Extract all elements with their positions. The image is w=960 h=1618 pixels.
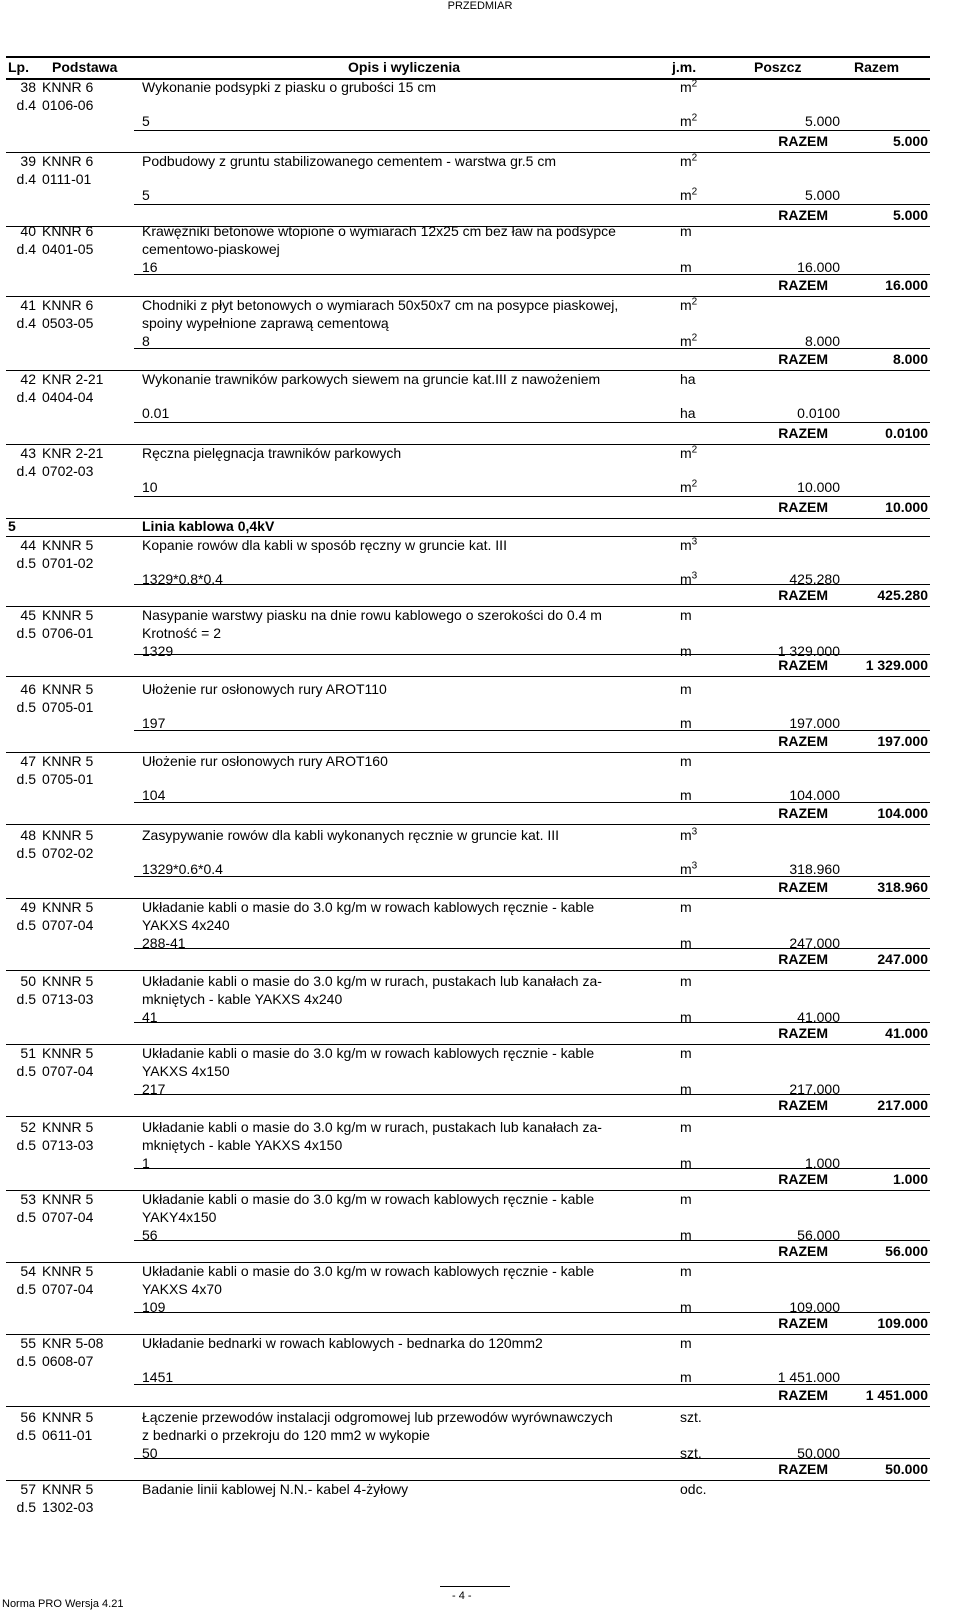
entry-total-value: 56.000 bbox=[885, 1243, 928, 1259]
entry-total-label: RAZEM bbox=[778, 1387, 828, 1403]
position-entry bbox=[6, 606, 930, 677]
entry-description: Układanie kabli o masie do 3.0 kg/m w rowach kablowych ręcznie - kable bbox=[142, 899, 595, 915]
entry-total-label: RAZEM bbox=[778, 207, 828, 223]
entry-catalog: KNR 5-08 bbox=[42, 1335, 104, 1351]
position-entry bbox=[6, 1190, 930, 1263]
entry-lp: 45 bbox=[20, 607, 36, 623]
entry-lp: 49 bbox=[20, 899, 36, 915]
entry-unit: $m^3$ bbox=[680, 536, 698, 553]
entry-code: 0701-02 bbox=[42, 555, 94, 571]
entry-code: 0705-01 bbox=[42, 699, 94, 715]
entry-lp: 38 bbox=[20, 79, 36, 95]
entry-total-label: RAZEM bbox=[778, 657, 828, 673]
entry-description: Podbudowy z gruntu stabilizowanego cementem - warstwa gr.5 cm bbox=[142, 153, 556, 169]
entry-lp: 54 bbox=[20, 1263, 36, 1279]
entry-quantity-value: 41.000 bbox=[797, 1009, 840, 1025]
entry-quantity-value: 247.000 bbox=[789, 935, 840, 951]
entry-quantity-value: 217.000 bbox=[789, 1081, 840, 1097]
entry-expression: 56 bbox=[142, 1227, 158, 1243]
entry-quantity-value: 109.000 bbox=[789, 1299, 840, 1315]
entry-lp: 47 bbox=[20, 753, 36, 769]
entry-lp: 57 bbox=[20, 1481, 36, 1497]
entry-unit: odc. bbox=[680, 1481, 707, 1497]
total-separator bbox=[134, 130, 930, 131]
header-poszcz: Poszcz bbox=[754, 59, 802, 75]
entry-description-cont: Krotność = 2 bbox=[142, 625, 221, 641]
entry-quantity-value: 425.280 bbox=[789, 571, 840, 587]
entry-code: 0707-04 bbox=[42, 1209, 94, 1225]
total-separator bbox=[134, 584, 930, 585]
entry-unit: szt. bbox=[680, 1409, 702, 1425]
entry-d: d.5 bbox=[16, 1281, 36, 1297]
entry-code: 0702-03 bbox=[42, 463, 94, 479]
entry-total-value: 41.000 bbox=[885, 1025, 928, 1041]
entry-catalog: KNR 2-21 bbox=[42, 371, 104, 387]
header-lp: Lp. bbox=[8, 59, 29, 75]
entry-d: d.5 bbox=[16, 625, 36, 641]
entry-catalog: KNNR 5 bbox=[42, 1263, 94, 1279]
entry-total-value: 10.000 bbox=[885, 499, 928, 515]
entry-d: d.5 bbox=[16, 1353, 36, 1369]
entry-description: Układanie kabli o masie do 3.0 kg/m w rowach kablowych ręcznie - kable bbox=[142, 1191, 595, 1207]
entry-d: d.4 bbox=[16, 315, 36, 331]
entry-d: d.4 bbox=[16, 463, 36, 479]
entry-description-cont: mkniętych - kable YAKXS 4x240 bbox=[142, 991, 343, 1007]
entry-description-cont: YAKY4x150 bbox=[142, 1209, 217, 1225]
entry-description-cont: spoiny wypełnione zaprawą cementową bbox=[142, 315, 389, 331]
total-separator bbox=[134, 274, 930, 275]
entry-quantity-unit: m bbox=[680, 935, 692, 951]
entry-code: 0713-03 bbox=[42, 991, 94, 1007]
entry-quantity-unit: m bbox=[680, 787, 692, 803]
entry-expression: 0.01 bbox=[142, 405, 170, 421]
entry-quantity-unit: $m^3$ bbox=[680, 570, 698, 587]
entry-description: Krawężniki betonowe wtopione o wymiarach 12x25 cm bez ław na podsypce bbox=[142, 223, 616, 239]
entry-description: Ułożenie rur osłonowych rury AROT110 bbox=[142, 681, 387, 697]
entry-description: Układanie kabli o masie do 3.0 kg/m w rurach, pustakach lub kanałach za- bbox=[142, 973, 602, 989]
entry-quantity-value: 1 329.000 bbox=[777, 643, 840, 659]
entry-code: 1302-03 bbox=[42, 1499, 94, 1515]
entry-code: 0404-04 bbox=[42, 389, 94, 405]
entry-total-label: RAZEM bbox=[778, 879, 828, 895]
position-entry bbox=[6, 1044, 930, 1117]
entry-total-label: RAZEM bbox=[778, 1243, 828, 1259]
entry-unit: m bbox=[680, 223, 692, 239]
entry-total-label: RAZEM bbox=[778, 733, 828, 749]
entry-expression: 1329*0.8*0.4 bbox=[142, 571, 223, 587]
entry-description: Ręczna pielęgnacja trawników parkowych bbox=[142, 445, 402, 461]
position-entry bbox=[6, 898, 930, 971]
entry-unit: m bbox=[680, 1045, 692, 1061]
section-number: 5 bbox=[8, 518, 16, 534]
entry-lp: 46 bbox=[20, 681, 36, 697]
entry-quantity-value: 318.960 bbox=[789, 861, 840, 877]
total-separator bbox=[134, 1022, 930, 1023]
position-entry bbox=[6, 1262, 930, 1335]
entry-lp: 55 bbox=[20, 1335, 36, 1351]
entry-quantity-unit: m bbox=[680, 715, 692, 731]
entry-quantity-value: 56.000 bbox=[797, 1227, 840, 1243]
entry-total-value: 5.000 bbox=[892, 133, 928, 149]
position-entry bbox=[6, 296, 930, 371]
entry-unit: m bbox=[680, 1335, 692, 1351]
entry-quantity-value: 104.000 bbox=[789, 787, 840, 803]
entry-lp: 50 bbox=[20, 973, 36, 989]
entry-total-label: RAZEM bbox=[778, 499, 828, 515]
entry-description: Układanie kabli o masie do 3.0 kg/m w rowach kablowych ręcznie - kable bbox=[142, 1263, 595, 1279]
entry-d: d.5 bbox=[16, 555, 36, 571]
entry-total-label: RAZEM bbox=[778, 1461, 828, 1477]
entry-d: d.5 bbox=[16, 1427, 36, 1443]
entry-unit: $m^2$ bbox=[680, 296, 698, 313]
entry-description: Badanie linii kablowej N.N.- kabel 4-żyłowy bbox=[142, 1481, 409, 1497]
entry-unit: m bbox=[680, 1263, 692, 1279]
entry-quantity-value: 0.0100 bbox=[797, 405, 840, 421]
position-entry bbox=[6, 752, 930, 825]
entry-total-value: 247.000 bbox=[877, 951, 928, 967]
position-entry bbox=[6, 222, 930, 297]
entry-d: d.5 bbox=[16, 1499, 36, 1515]
entry-quantity-value: 5.000 bbox=[804, 113, 840, 129]
entry-quantity-unit: ha bbox=[680, 405, 696, 421]
entry-d: d.5 bbox=[16, 991, 36, 1007]
position-entry bbox=[6, 444, 930, 519]
entry-expression: 217 bbox=[142, 1081, 166, 1097]
footer-divider bbox=[440, 1586, 510, 1587]
entry-unit: $m^2$ bbox=[680, 152, 698, 169]
total-separator bbox=[134, 1458, 930, 1459]
entry-total-value: 1.000 bbox=[892, 1171, 928, 1187]
total-separator bbox=[134, 204, 930, 205]
entry-code: 0707-04 bbox=[42, 917, 94, 933]
entry-quantity-unit: $m^2$ bbox=[680, 478, 698, 495]
entry-d: d.4 bbox=[16, 171, 36, 187]
entry-d: d.5 bbox=[16, 917, 36, 933]
entry-code: 0705-01 bbox=[42, 771, 94, 787]
entry-total-value: 50.000 bbox=[885, 1461, 928, 1477]
header-jm: j.m. bbox=[672, 59, 697, 75]
page-title: PRZEDMIAR bbox=[447, 0, 513, 12]
entry-catalog: KNNR 5 bbox=[42, 1409, 94, 1425]
header-opis: Opis i wyliczenia bbox=[348, 59, 461, 75]
entry-lp: 52 bbox=[20, 1119, 36, 1135]
entry-d: d.5 bbox=[16, 1209, 36, 1225]
entry-unit: m bbox=[680, 899, 692, 915]
entry-catalog: KNNR 6 bbox=[42, 223, 94, 239]
entry-code: 0608-07 bbox=[42, 1353, 94, 1369]
entry-lp: 44 bbox=[20, 537, 36, 553]
entry-quantity-unit: m bbox=[680, 259, 692, 275]
entry-total-value: 16.000 bbox=[885, 277, 928, 293]
section-title: Linia kablowa 0,4kV bbox=[142, 518, 275, 534]
entry-quantity-unit: m bbox=[680, 1009, 692, 1025]
entry-total-label: RAZEM bbox=[778, 133, 828, 149]
entry-total-value: 425.280 bbox=[877, 587, 928, 603]
entry-description-cont: cementowo-piaskowej bbox=[142, 241, 280, 257]
entry-unit: m bbox=[680, 1119, 692, 1135]
entry-d: d.5 bbox=[16, 771, 36, 787]
entry-code: 0401-05 bbox=[42, 241, 94, 257]
entry-catalog: KNNR 5 bbox=[42, 1119, 94, 1135]
entry-lp: 56 bbox=[20, 1409, 36, 1425]
total-separator bbox=[134, 1094, 930, 1095]
entry-quantity-unit: m bbox=[680, 1227, 692, 1243]
entry-quantity-unit: m bbox=[680, 1155, 692, 1171]
entry-total-value: 217.000 bbox=[877, 1097, 928, 1113]
entry-total-value: 5.000 bbox=[892, 207, 928, 223]
entry-total-label: RAZEM bbox=[778, 425, 828, 441]
entry-expression: 50 bbox=[142, 1445, 158, 1461]
entry-catalog: KNR 2-21 bbox=[42, 445, 104, 461]
entry-description-cont: YAKXS 4x150 bbox=[142, 1063, 230, 1079]
entry-total-value: 104.000 bbox=[877, 805, 928, 821]
entry-d: d.4 bbox=[16, 241, 36, 257]
entry-total-value: 1 451.000 bbox=[865, 1387, 928, 1403]
entry-quantity-value: 10.000 bbox=[797, 479, 840, 495]
position-entry bbox=[6, 536, 930, 607]
entry-description: Układanie kabli o masie do 3.0 kg/m w rowach kablowych ręcznie - kable bbox=[142, 1045, 595, 1061]
entry-total-label: RAZEM bbox=[778, 951, 828, 967]
entry-total-label: RAZEM bbox=[778, 587, 828, 603]
entry-quantity-unit: szt. bbox=[680, 1445, 702, 1461]
entry-unit: m bbox=[680, 681, 692, 697]
entry-catalog: KNNR 6 bbox=[42, 153, 94, 169]
entry-quantity-value: 5.000 bbox=[804, 187, 840, 203]
entry-unit: m bbox=[680, 1191, 692, 1207]
total-separator bbox=[134, 496, 930, 497]
entry-quantity-value: 1.000 bbox=[804, 1155, 840, 1171]
entry-description: Chodniki z płyt betonowych o wymiarach 50x50x7 cm na posypce piaskowej, bbox=[142, 297, 619, 313]
total-separator bbox=[134, 422, 930, 423]
entry-unit: $m^2$ bbox=[680, 78, 698, 95]
entry-quantity-unit: $m^2$ bbox=[680, 112, 698, 129]
entry-code: 0713-03 bbox=[42, 1137, 94, 1153]
entry-lp: 40 bbox=[20, 223, 36, 239]
entry-expression: 1329 bbox=[142, 643, 174, 659]
entry-expression: 197 bbox=[142, 715, 166, 731]
total-separator bbox=[134, 876, 930, 877]
position-entry bbox=[6, 1408, 930, 1481]
header-podstawa: Podstawa bbox=[52, 59, 118, 75]
entry-unit: m bbox=[680, 973, 692, 989]
section-header bbox=[6, 518, 930, 537]
entry-description-cont: z bednarki o przekroju do 120 mm2 w wykopie bbox=[142, 1427, 430, 1443]
entry-quantity-value: 1 451.000 bbox=[777, 1369, 840, 1385]
entry-d: d.5 bbox=[16, 1137, 36, 1153]
entry-total-label: RAZEM bbox=[778, 1025, 828, 1041]
table-header bbox=[6, 56, 930, 80]
entry-expression: 5 bbox=[142, 113, 150, 129]
entry-catalog: KNNR 6 bbox=[42, 79, 94, 95]
entry-lp: 53 bbox=[20, 1191, 36, 1207]
entry-expression: 10 bbox=[142, 479, 158, 495]
entry-unit: $m^3$ bbox=[680, 826, 698, 843]
entry-description: Kopanie rowów dla kabli w sposób ręczny w gruncie kat. III bbox=[142, 537, 507, 553]
software-version: Norma PRO Wersja 4.21 bbox=[2, 1598, 124, 1610]
entry-lp: 43 bbox=[20, 445, 36, 461]
position-entry bbox=[6, 78, 930, 153]
entry-catalog: KNNR 5 bbox=[42, 607, 94, 623]
entry-d: d.5 bbox=[16, 699, 36, 715]
entry-quantity-unit: m bbox=[680, 1081, 692, 1097]
position-entry bbox=[6, 972, 930, 1045]
entry-catalog: KNNR 5 bbox=[42, 1045, 94, 1061]
entry-lp: 48 bbox=[20, 827, 36, 843]
entry-total-label: RAZEM bbox=[778, 1315, 828, 1331]
entry-quantity-unit: m bbox=[680, 1369, 692, 1385]
entry-total-value: 197.000 bbox=[877, 733, 928, 749]
entry-code: 0503-05 bbox=[42, 315, 94, 331]
entry-total-label: RAZEM bbox=[778, 1171, 828, 1187]
position-entry bbox=[6, 152, 930, 227]
total-separator bbox=[134, 1240, 930, 1241]
entry-expression: 16 bbox=[142, 259, 158, 275]
entry-description: Układanie kabli o masie do 3.0 kg/m w rurach, pustakach lub kanałach za- bbox=[142, 1119, 602, 1135]
position-entry bbox=[6, 680, 930, 753]
entry-total-label: RAZEM bbox=[778, 277, 828, 293]
entry-lp: 42 bbox=[20, 371, 36, 387]
entry-quantity-value: 197.000 bbox=[789, 715, 840, 731]
entry-total-label: RAZEM bbox=[778, 805, 828, 821]
entry-description: Nasypanie warstwy piasku na dnie rowu kablowego o szerokości do 0.4 m bbox=[142, 607, 602, 623]
page-number: - 4 - bbox=[452, 1590, 472, 1602]
entry-code: 0706-01 bbox=[42, 625, 94, 641]
entry-unit: $m^2$ bbox=[680, 444, 698, 461]
entry-lp: 51 bbox=[20, 1045, 36, 1061]
entry-d: d.5 bbox=[16, 845, 36, 861]
total-separator bbox=[134, 948, 930, 949]
entry-total-value: 8.000 bbox=[892, 351, 928, 367]
entry-code: 0111-01 bbox=[42, 171, 92, 187]
entry-quantity-unit: $m^2$ bbox=[680, 332, 698, 349]
entry-expression: 109 bbox=[142, 1299, 166, 1315]
entry-expression: 1 bbox=[142, 1155, 150, 1171]
entry-expression: 104 bbox=[142, 787, 166, 803]
entry-description: Zasypywanie rowów dla kabli wykonanych ręcznie w gruncie kat. III bbox=[142, 827, 560, 843]
entry-total-label: RAZEM bbox=[778, 351, 828, 367]
entry-description: Wykonanie podsypki z piasku o grubości 15 cm bbox=[142, 79, 437, 95]
entry-expression: 288-41 bbox=[142, 935, 186, 951]
entry-d: d.4 bbox=[16, 97, 36, 113]
entry-description-cont: YAKXS 4x70 bbox=[142, 1281, 222, 1297]
entry-lp: 39 bbox=[20, 153, 36, 169]
entry-quantity-unit: $m^3$ bbox=[680, 860, 698, 877]
entry-catalog: KNNR 5 bbox=[42, 753, 94, 769]
position-entry bbox=[6, 1334, 930, 1407]
entry-catalog: KNNR 5 bbox=[42, 899, 94, 915]
entry-catalog: KNNR 5 bbox=[42, 973, 94, 989]
entry-expression: 5 bbox=[142, 187, 150, 203]
entry-description: Ułożenie rur osłonowych rury AROT160 bbox=[142, 753, 388, 769]
entry-code: 0106-06 bbox=[42, 97, 94, 113]
entry-catalog: KNNR 5 bbox=[42, 537, 94, 553]
entry-quantity-unit: m bbox=[680, 643, 692, 659]
entry-total-label: RAZEM bbox=[778, 1097, 828, 1113]
header-razem: Razem bbox=[854, 59, 900, 75]
total-separator bbox=[134, 1168, 930, 1169]
entry-description-cont: mkniętych - kable YAKXS 4x150 bbox=[142, 1137, 343, 1153]
entry-d: d.4 bbox=[16, 389, 36, 405]
entry-description: Układanie bednarki w rowach kablowych - bednarka do 120mm2 bbox=[142, 1335, 543, 1351]
entry-total-value: 0.0100 bbox=[885, 425, 928, 441]
position-entry bbox=[6, 1480, 930, 1528]
total-separator bbox=[134, 802, 930, 803]
entry-expression: 1329*0.6*0.4 bbox=[142, 861, 223, 877]
entry-d: d.5 bbox=[16, 1063, 36, 1079]
entry-quantity-value: 50.000 bbox=[797, 1445, 840, 1461]
entry-quantity-value: 16.000 bbox=[797, 259, 840, 275]
position-entry bbox=[6, 826, 930, 899]
position-entry bbox=[6, 1118, 930, 1191]
total-separator bbox=[134, 730, 930, 731]
entry-expression: 41 bbox=[142, 1009, 158, 1025]
entry-catalog: KNNR 5 bbox=[42, 1191, 94, 1207]
entry-total-value: 1 329.000 bbox=[865, 657, 928, 673]
entry-unit: ha bbox=[680, 371, 696, 387]
entry-expression: 8 bbox=[142, 333, 150, 349]
entry-description: Wykonanie trawników parkowych siewem na gruncie kat.III z nawożeniem bbox=[142, 371, 601, 387]
entry-unit: m bbox=[680, 607, 692, 623]
entry-code: 0702-02 bbox=[42, 845, 94, 861]
entry-code: 0707-04 bbox=[42, 1281, 94, 1297]
entry-code: 0707-04 bbox=[42, 1063, 94, 1079]
entry-quantity-value: 8.000 bbox=[804, 333, 840, 349]
position-entry bbox=[6, 370, 930, 445]
entry-catalog: KNNR 5 bbox=[42, 1481, 94, 1497]
total-separator bbox=[134, 1312, 930, 1313]
total-separator bbox=[134, 1384, 930, 1385]
entry-quantity-unit: m bbox=[680, 1299, 692, 1315]
entry-total-value: 109.000 bbox=[877, 1315, 928, 1331]
total-separator bbox=[134, 348, 930, 349]
entry-catalog: KNNR 5 bbox=[42, 827, 94, 843]
entry-description-cont: YAKXS 4x240 bbox=[142, 917, 230, 933]
entry-unit: m bbox=[680, 753, 692, 769]
entry-catalog: KNNR 6 bbox=[42, 297, 94, 313]
entry-catalog: KNNR 5 bbox=[42, 681, 94, 697]
entry-expression: 1451 bbox=[142, 1369, 174, 1385]
entry-code: 0611-01 bbox=[42, 1427, 93, 1443]
entry-description: Łączenie przewodów instalacji odgromowej lub przewodów wyrównawczych bbox=[142, 1409, 613, 1425]
entry-lp: 41 bbox=[20, 297, 36, 313]
entry-total-value: 318.960 bbox=[877, 879, 928, 895]
total-separator bbox=[134, 654, 930, 655]
entry-quantity-unit: $m^2$ bbox=[680, 186, 698, 203]
